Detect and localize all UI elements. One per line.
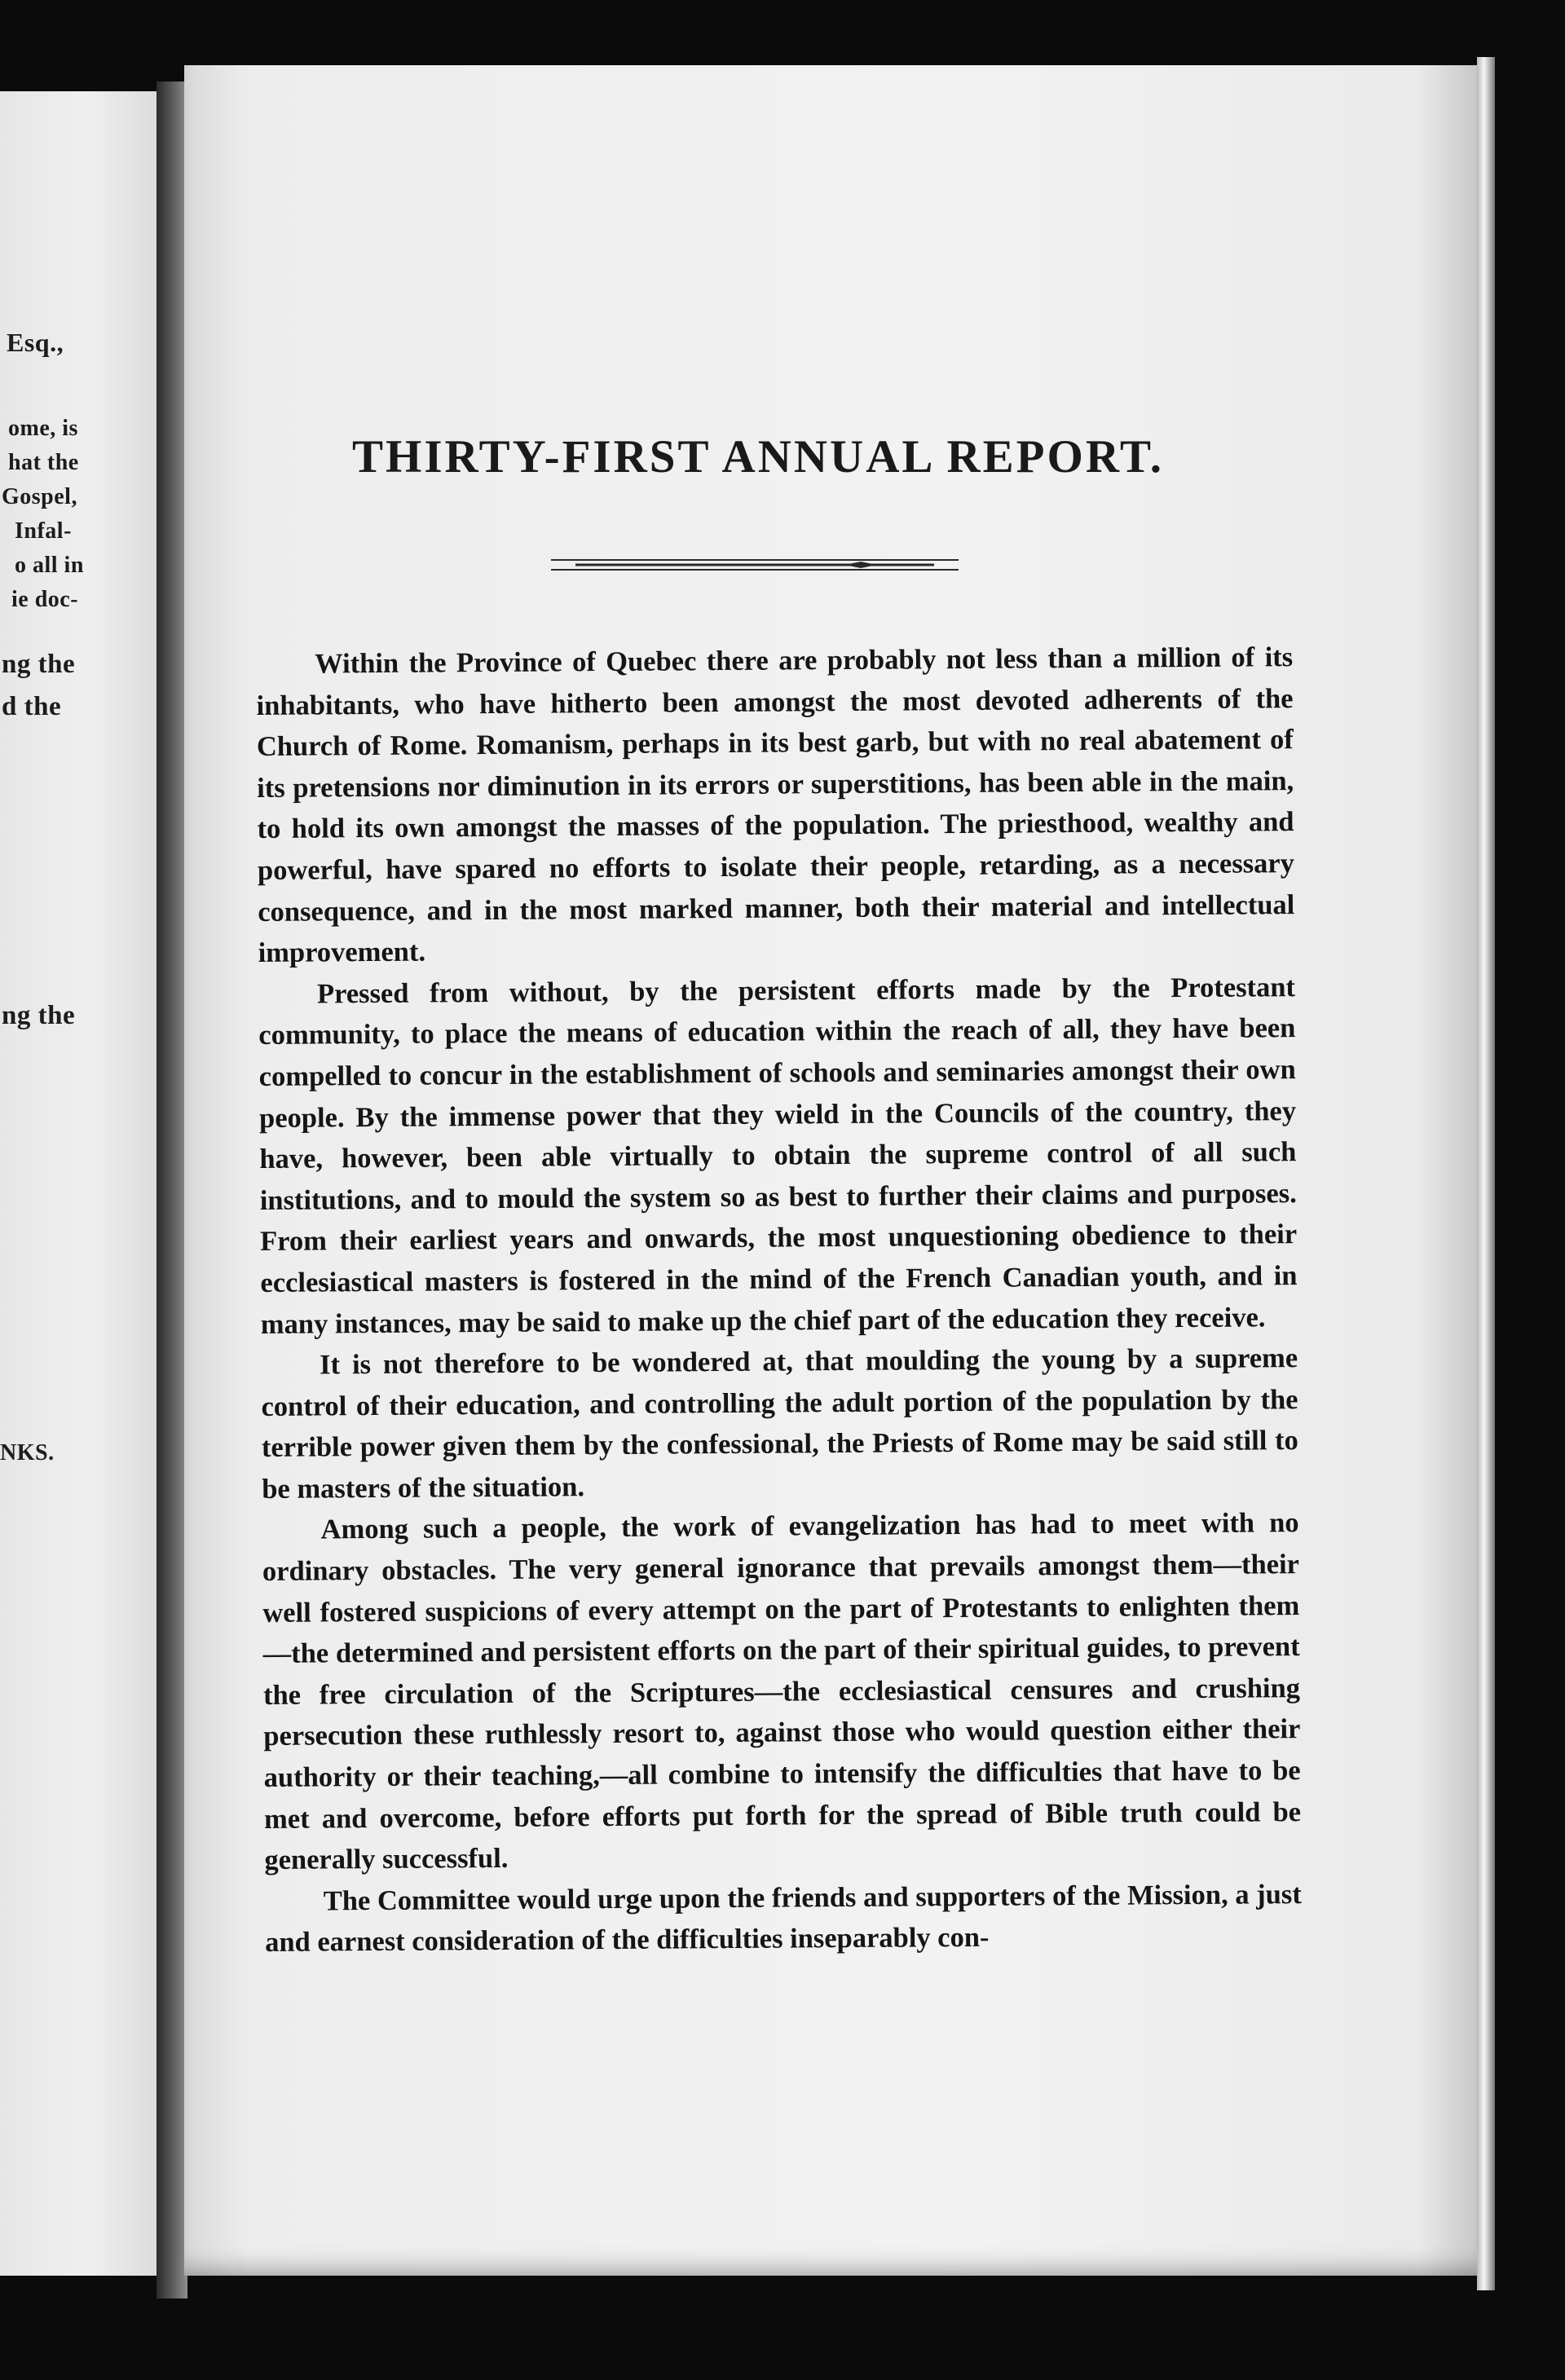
- left-page-line: ome, is: [8, 416, 78, 441]
- paragraph: Within the Province of Quebec there are probably not less than a million of its inhabitants, who have hitherto been amongst the most devoted adherents of the Church of Rome. Romanism, perhaps in its best garb, but with no real abatement of its pretensions nor diminution in its errors or superstitions, has been able in the main, to hold its own amongst the masses of the population. The priesthood, wealthy and powerful, have spared no efforts to isolate their people, retarding, as a necessary consequence, and in the most marked manner, both their material and intellectual improvement.: [256, 641, 1295, 969]
- paragraph: Among such a people, the work of evangelization has had to meet with no ordinary obstacles. The very general ignorance that prevails amongst them—their well fostered suspicions of every attempt on the part of Protestants to enlighten them—the determined and persistent efforts on the part of their spiritual guides, to prevent the free circulation of the Scriptures—the ecclesiastical censures and crushing persecution these ruthlessly resort to, against those who would question either their authority or their teaching,—all combine to intensify the difficulties that have to be met and overcome, before efforts put forth for the spread of Bible truth could be generally successful.: [262, 1507, 1302, 1876]
- paragraph: Pressed from without, by the persistent efforts made by the Protestant community, to place the means of education within the reach of all, they have been compelled to concur in the establishment of schools and seminaries amongst their own people. By the immense power that they wield in the Councils of the country, they have, however, been able virtually to obtain the supreme control of all such institutions, and to mould the system so as best to further their claims and purposes. From their earliest years and onwards, the most unquestioning obedience to their ecclesiastical masters is fostered in the mind of the French Canadian youth, and in many instances, may be said to make up the chief part of the education they receive.: [258, 971, 1298, 1340]
- left-page-line: ng the: [2, 650, 76, 679]
- page-title: THIRTY-FIRST ANNUAL REPORT.: [351, 431, 1165, 483]
- left-page-line: Esq.,: [7, 328, 64, 357]
- book-gutter: [156, 82, 187, 2298]
- report-body: [256, 637, 1303, 2078]
- left-page-line: Gospel,: [2, 484, 77, 509]
- left-page-line: ie doc-: [11, 587, 79, 612]
- page-edge: [1477, 57, 1495, 2290]
- left-page-line: ng the: [2, 1001, 76, 1030]
- left-page-line: Infal-: [15, 518, 72, 544]
- left-page-line: NKS.: [0, 1440, 55, 1465]
- left-page-fragment: [0, 91, 158, 2276]
- paragraph: It is not therefore to be wondered at, that moulding the young by a supreme control of their education, and controlling the adult portion of the population by the terrible power given them by the confessional, the Priests of Rome may be said still to be masters of the situation.: [261, 1342, 1298, 1505]
- paragraph: The Committee would urge upon the friends and supporters of the Mission, a just and earnest consideration of the difficulties inseparably con-: [264, 1878, 1302, 1959]
- left-page-line: hat the: [8, 450, 79, 475]
- left-page-line: o all in: [15, 553, 84, 578]
- title-rule-ornament: [551, 553, 959, 577]
- left-page-line: d the: [2, 692, 62, 721]
